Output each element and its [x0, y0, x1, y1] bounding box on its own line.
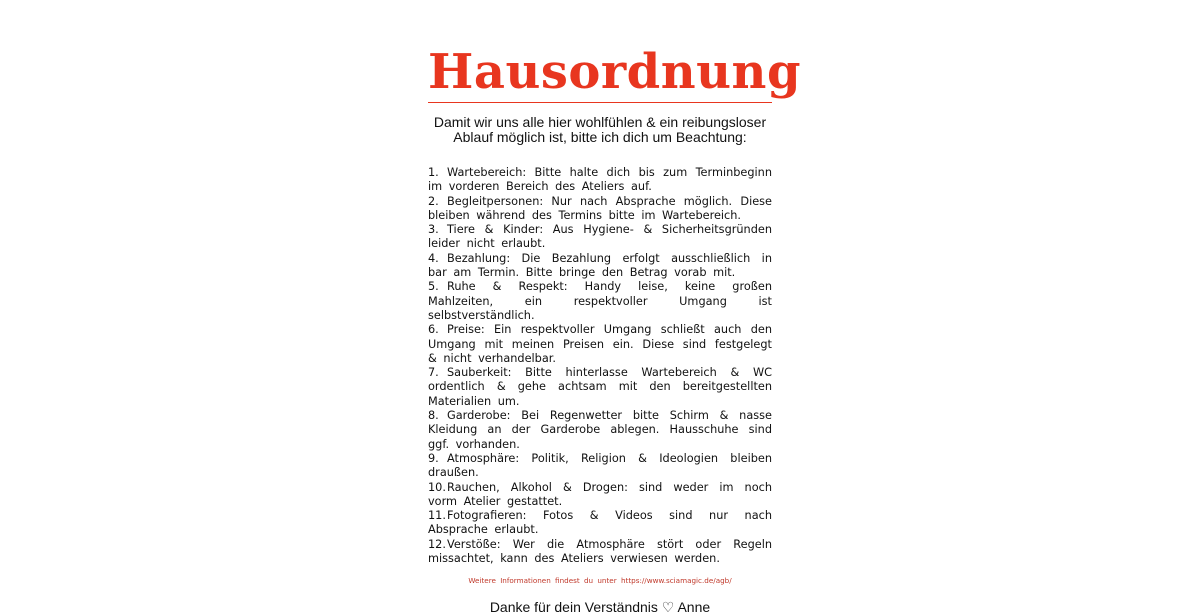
rule-item — [428, 252, 772, 281]
rule-number: 5. — [428, 280, 439, 294]
rule-number: 7. — [428, 366, 439, 380]
rule-text: Begleitpersonen: Nur nach Absprache möglich. Diese bleiben während des Termins bitte im Wartebereich. — [428, 194, 772, 222]
rule-item — [428, 409, 772, 452]
rule-number: 12. — [428, 537, 446, 551]
rule-item — [428, 509, 772, 538]
rule-text: Ruhe & Respekt: Handy leise, keine großen Mahlzeiten, ein respektvoller Umgang ist selbstverständlich. — [428, 280, 772, 322]
rule-number: 6. — [428, 323, 439, 337]
house-rules-sheet — [428, 44, 801, 616]
rule-item — [428, 195, 772, 224]
rule-text: Tiere & Kinder: Aus Hygiene- & Sicherheitsgründen leider nicht erlaubt. — [428, 223, 772, 251]
rule-number: 11. — [428, 509, 446, 523]
intro-text: Damit wir uns alle hier wohlfühlen & ein reibungsloser Ablauf möglich ist, bitte ich dich um Beachtung: — [433, 114, 767, 145]
page-title: Hausordnung — [428, 44, 772, 103]
rule-item — [428, 223, 772, 252]
rule-text: Rauchen, Alkohol & Drogen: sind weder im noch vorm Atelier gestattet. — [428, 480, 772, 508]
rule-number: 4. — [428, 251, 439, 265]
rule-text: Preise: Ein respektvoller Umgang schließt auch den Umgang mit meinen Preisen ein. Diese sind festgelegt & nicht verhandelbar. — [428, 323, 772, 365]
rule-item — [428, 366, 772, 409]
rule-text: Atmosphäre: Politik, Religion & Ideologien bleiben draußen. — [428, 451, 772, 480]
rule-item — [428, 280, 772, 323]
rule-item — [428, 452, 772, 481]
rule-item — [428, 481, 772, 510]
rule-item — [428, 538, 772, 567]
rule-item — [428, 166, 772, 195]
rule-number: 10. — [428, 480, 446, 494]
rule-text: Sauberkeit: Bitte hinterlasse Wartebereich & WC ordentlich & gehe achtsam mit den bereitgestellten Materialien um. — [428, 366, 772, 408]
rule-number: 9. — [428, 451, 439, 465]
rule-number: 3. — [428, 223, 439, 237]
rule-text: Bezahlung: Die Bezahlung erfolgt ausschließlich in bar am Termin. Bitte bringe den Betrag vorab mit. — [428, 251, 772, 280]
rule-number: 2. — [428, 194, 439, 208]
rule-text: Fotografieren: Fotos & Videos sind nur nach Absprache erlaubt. — [428, 509, 772, 537]
more-info-footnote: Weitere Informationen findest du unter https://www.sciamagic.de/agb/ — [468, 576, 732, 586]
rule-text: Garderobe: Bei Regenwetter bitte Schirm & nasse Kleidung an der Garderobe ablegen. Hausschuhe sind ggf. vorhanden. — [428, 409, 772, 451]
rules-list — [428, 166, 772, 566]
rule-text: Verstöße: Wer die Atmosphäre stört oder Regeln missachtet, kann des Ateliers verwiesen werden. — [428, 537, 772, 566]
closing-signature: Danke für dein Verständnis ♡ Anne — [489, 599, 711, 616]
rule-number: 1. — [428, 166, 439, 179]
rule-item — [428, 323, 772, 366]
rule-number: 8. — [428, 409, 439, 423]
rule-text: Wartebereich: Bitte halte dich bis zum Terminbeginn im vorderen Bereich des Ateliers auf. — [428, 166, 772, 194]
